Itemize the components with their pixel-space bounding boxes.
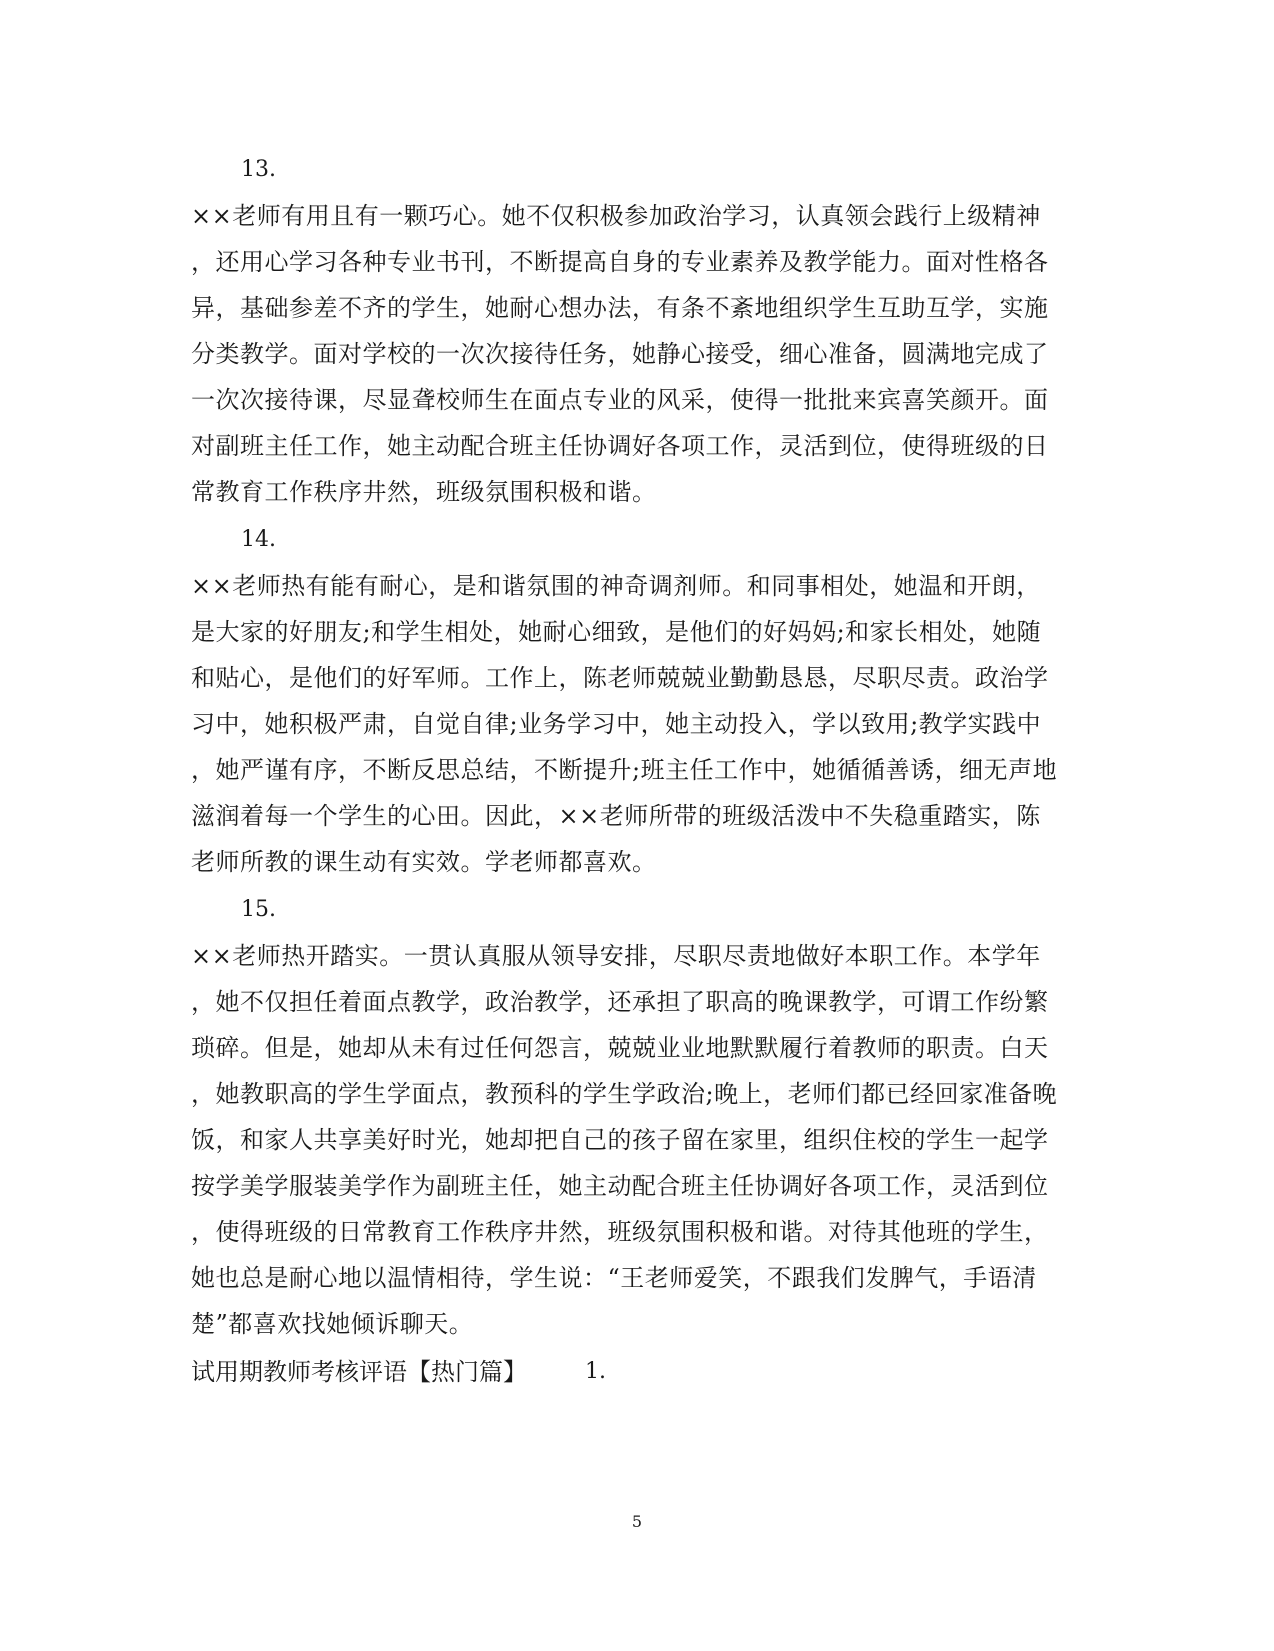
paragraph-line: ，使得班级的日常教育工作秩序井然，班级氛围积极和谐。对待其他班的学生，	[191, 1218, 1049, 1246]
section-number: 15.	[241, 897, 276, 922]
section-heading-number: 1.	[585, 1359, 606, 1384]
paragraph-line: 常教育工作秩序井然，班级氛围积极和谐。	[191, 478, 657, 506]
paragraph-line: 和贴心，是他们的好军师。工作上，陈老师兢兢业勤勤恳恳，尽职尽责。政治学	[191, 664, 1049, 692]
section-heading: 试用期教师考核评语【热门篇】	[191, 1358, 527, 1386]
paragraph-line: 滋润着每一个学生的心田。因此，××老师所带的班级活泼中不失稳重踏实，陈	[191, 802, 1041, 830]
paragraph-line: 琐碎。但是，她却从未有过任何怨言，兢兢业业地默默履行着教师的职责。白天	[191, 1034, 1049, 1062]
paragraph-line: 异，基础参差不齐的学生，她耐心想办法，有条不紊地组织学生互助互学，实施	[191, 294, 1049, 322]
paragraph-line: 一次次接待课，尽显聋校师生在面点专业的风采，使得一批批来宾喜笑颜开。面	[191, 386, 1049, 414]
paragraph-line: ，她教职高的学生学面点，教预科的学生学政治;晚上，老师们都已经回家准备晚	[191, 1080, 1058, 1108]
paragraph-line: 老师所教的课生动有实效。学老师都喜欢。	[191, 848, 657, 876]
paragraph-line: 楚”都喜欢找她倾诉聊天。	[191, 1310, 474, 1338]
paragraph-line: ，还用心学习各种专业书刊，不断提高自身的专业素养及教学能力。面对性格各	[191, 248, 1049, 276]
paragraph-line: 是大家的好朋友;和学生相处，她耐心细致，是他们的好妈妈;和家长相处，她随	[191, 618, 1042, 646]
section-number: 13.	[241, 157, 276, 182]
paragraph-line: 按学美学服装美学作为副班主任，她主动配合班主任协调好各项工作，灵活到位	[191, 1172, 1049, 1200]
page-number: 5	[631, 1512, 643, 1531]
paragraph-line: 她也总是耐心地以温情相待，学生说：“王老师爱笑，不跟我们发脾气，手语清	[191, 1264, 1037, 1292]
section-number: 14.	[241, 527, 276, 552]
paragraph-line: ××老师热有能有耐心，是和谐氛围的神奇调剂师。和同事相处，她温和开朗，	[191, 572, 1041, 600]
paragraph-line: ××老师热开踏实。一贯认真服从领导安排，尽职尽责地做好本职工作。本学年	[191, 942, 1041, 970]
paragraph-line: 习中，她积极严肃，自觉自律;业务学习中，她主动投入，学以致用;教学实践中	[191, 710, 1042, 738]
paragraph-line: ××老师有用且有一颗巧心。她不仅积极参加政治学习，认真领会践行上级精神	[191, 202, 1041, 230]
paragraph-line: ，她不仅担任着面点教学，政治教学，还承担了职高的晚课教学，可谓工作纷繁	[191, 988, 1049, 1016]
paragraph-line: 饭，和家人共享美好时光，她却把自己的孩子留在家里，组织住校的学生一起学	[191, 1126, 1049, 1154]
paragraph-line: 对副班主任工作，她主动配合班主任协调好各项工作，灵活到位，使得班级的日	[191, 432, 1049, 460]
paragraph-line: ，她严谨有序，不断反思总结，不断提升;班主任工作中，她循循善诱，细无声地	[191, 756, 1058, 784]
paragraph-line: 分类教学。面对学校的一次次接待任务，她静心接受，细心准备，圆满地完成了	[191, 340, 1049, 368]
